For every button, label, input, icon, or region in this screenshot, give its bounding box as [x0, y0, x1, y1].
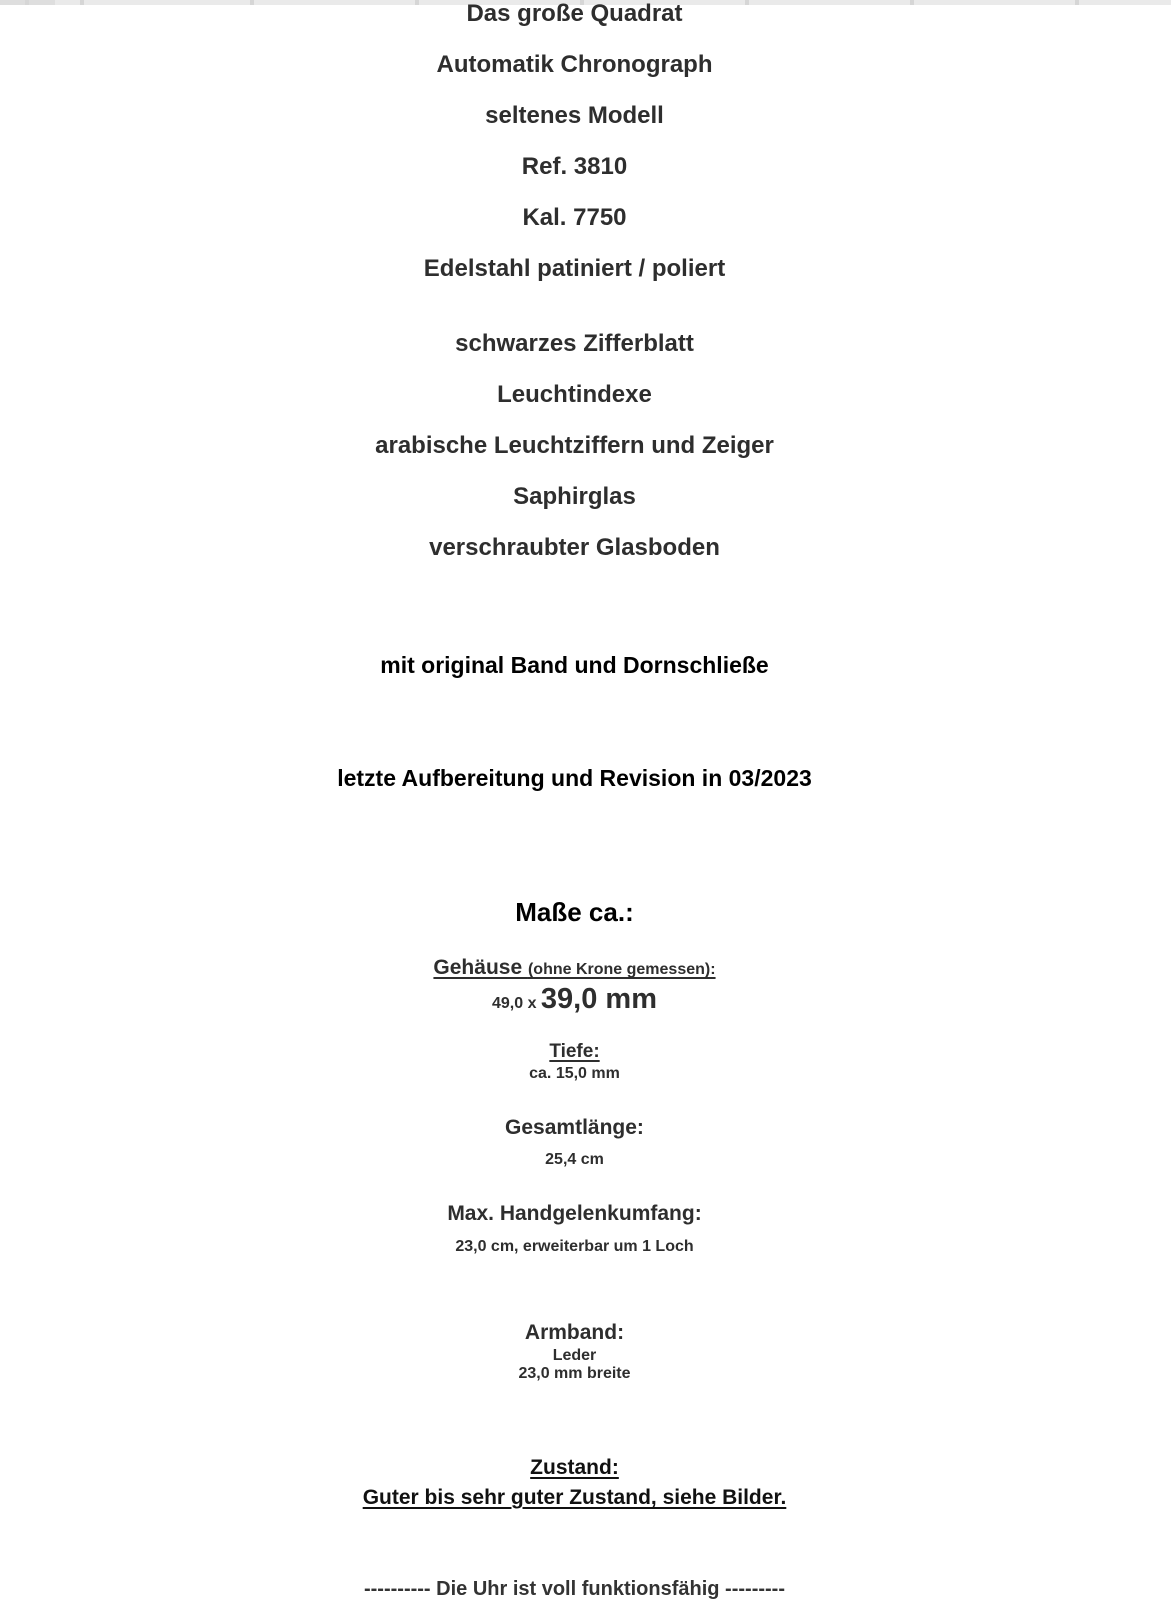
band-line: mit original Band und Dornschließe [380, 652, 769, 678]
service-line: letzte Aufbereitung und Revision in 03/2023 [337, 765, 812, 791]
case-back: verschraubter Glasboden [429, 534, 720, 561]
case-size-main: 39,0 mm [540, 983, 657, 1015]
case-size-prefix: 49,0 x [491, 995, 541, 1012]
caliber: Kal. 7750 [522, 204, 627, 231]
dial-numerals: arabische Leuchtziffern und Zeiger [375, 432, 774, 459]
reference-number: Ref. 3810 [521, 153, 628, 180]
listing-title: Das große Quadrat [466, 0, 683, 27]
case-label-note: (ohne Krone gemessen): [527, 961, 716, 978]
dial-indexes: Leuchtindexe [497, 381, 652, 408]
condition-label: Zustand: [530, 1456, 619, 1479]
depth-value: ca. 15,0 mm [529, 1065, 620, 1082]
case-dimensions-value [0, 983, 1149, 1020]
band-label: Armband: [524, 1321, 625, 1344]
condition-text: Guter bis sehr guter Zustand, siehe Bilder. [362, 1486, 787, 1509]
wrist-size-value: 23,0 cm, erweiterbar um 1 Loch [455, 1238, 694, 1255]
case-dimensions-label [0, 955, 1149, 983]
case-label: Gehäuse [433, 956, 528, 979]
total-length-value: 25,4 cm [545, 1151, 604, 1168]
listing-subtitle: Automatik Chronograph [436, 51, 713, 78]
band-width: 23,0 mm breite [518, 1365, 631, 1382]
wrist-size-label: Max. Handgelenkumfang: [447, 1202, 702, 1225]
crystal: Saphirglas [513, 483, 636, 510]
model-note: seltenes Modell [485, 102, 664, 129]
total-length-label: Gesamtlänge: [505, 1116, 644, 1139]
band-material: Leder [552, 1347, 597, 1364]
functional-status-line: ---------- Die Uhr ist voll funktionsfähig --------- [363, 1578, 785, 1600]
dial-color: schwarzes Zifferblatt [455, 330, 694, 357]
case-material: Edelstahl patiniert / poliert [423, 255, 726, 282]
depth-label: Tiefe: [549, 1041, 600, 1062]
measurements-heading: Maße ca.: [515, 897, 634, 927]
